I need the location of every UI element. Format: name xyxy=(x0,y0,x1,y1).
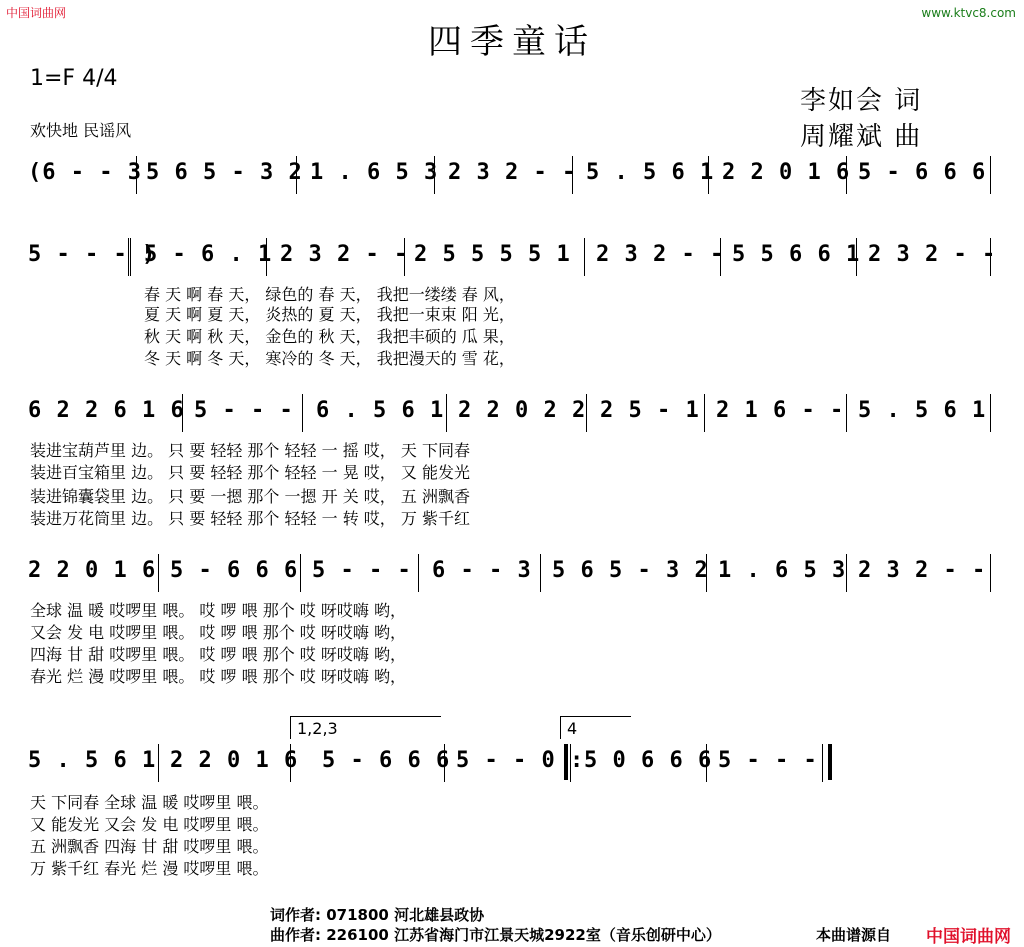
measure: 5 - 6 6 6 xyxy=(170,558,299,583)
footer-lyricist-address: 词作者: 071800 河北雄县政协 xyxy=(270,906,485,924)
measure: 5 6 5 - 3 2 xyxy=(552,558,709,583)
measure: 2 1 6 - - xyxy=(716,398,845,423)
measure: 5 - - 0 : xyxy=(456,748,585,773)
measure: 5 6 5 - 3 2 xyxy=(146,160,303,185)
lyric-line: 万 紫千红 春光 烂 漫 哎啰里 喂。 xyxy=(30,859,269,878)
score-system-1 xyxy=(0,156,1024,196)
song-title: 四季童话 xyxy=(428,22,596,62)
measure: 2 2 0 1 6 xyxy=(28,558,157,583)
composer-credit: 周耀斌 曲 xyxy=(800,122,923,152)
measure: 2 3 2 - - xyxy=(448,160,577,185)
measure: (6 - - 3 xyxy=(28,160,142,185)
lyric-line: 四海 甘 甜 哎啰里 喂。 哎 啰 喂 那个 哎 呀哎嗨 哟， xyxy=(30,645,406,664)
measure: 2 2 0 2 2 xyxy=(458,398,587,423)
measure: 2 3 2 - - xyxy=(858,558,987,583)
measure: 2 3 2 - - xyxy=(868,242,997,267)
source-site-logo: 中国词曲网 xyxy=(926,927,1011,947)
lyric-line: 装进百宝箱里 边。 只 要 轻轻 那个 轻轻 一 晃 哎， 又 能发光 xyxy=(30,463,470,482)
volta-bracket-1 xyxy=(290,716,441,739)
volta-bracket-2 xyxy=(560,716,631,739)
lyric-line: 天 下同春 全球 温 暖 哎啰里 喂。 xyxy=(30,793,269,812)
measure: 5 - 6 . 1 xyxy=(144,242,273,267)
lyric-line: 夏 天 啊 夏 天， 炎热的 夏 天， 我把一束束 阳 光， xyxy=(144,305,515,324)
measure: 5 - - - ) xyxy=(28,242,157,267)
measure: 1 . 6 5 3 xyxy=(718,558,847,583)
lyric-line: 秋 天 啊 秋 天， 金色的 秋 天， 我把丰硕的 瓜 果， xyxy=(144,327,515,346)
lyricist-credit: 李如会 词 xyxy=(800,86,923,116)
measure: 5 5 6 6 1 xyxy=(732,242,861,267)
measure: 5 - 6 6 6 xyxy=(322,748,451,773)
measure: 5 - 6 6 6 xyxy=(858,160,987,185)
score-system-5 xyxy=(0,744,1024,784)
measure: 2 3 2 - - xyxy=(280,242,409,267)
measure: 2 3 2 - - xyxy=(596,242,725,267)
lyric-line: 装进宝葫芦里 边。 只 要 轻轻 那个 轻轻 一 摇 哎， 天 下同春 xyxy=(30,441,470,460)
measure: 5 . 5 6 1 xyxy=(28,748,157,773)
measure: 1 . 6 5 3 xyxy=(310,160,439,185)
watermark-left: 中国词曲网 xyxy=(6,6,67,20)
lyric-line: 冬 天 啊 冬 天， 寒冷的 冬 天， 我把漫天的 雪 花， xyxy=(144,349,515,368)
score-system-2 xyxy=(0,238,1024,278)
measure: 6 - - 3 xyxy=(432,558,532,583)
measure: 6 2 2 6 1 6 xyxy=(28,398,185,423)
lyric-line: 全球 温 暖 哎啰里 喂。 哎 啰 喂 那个 哎 呀哎嗨 哟， xyxy=(30,601,406,620)
volta-2-label: 4 xyxy=(567,719,578,738)
tempo-marking: 欢快地 民谣风 xyxy=(30,121,132,140)
lyric-line: 春 天 啊 春 天， 绿色的 春 天， 我把一缕缕 春 风， xyxy=(144,285,515,304)
volta-1-label: 1,2,3 xyxy=(297,719,338,738)
measure: 2 5 - 1 xyxy=(600,398,700,423)
measure: 5 - - - xyxy=(194,398,294,423)
measure: 6 . 5 6 1 xyxy=(316,398,445,423)
lyric-line: 五 洲飘香 四海 甘 甜 哎啰里 喂。 xyxy=(30,837,269,856)
lyric-line: 又会 发 电 哎啰里 喂。 哎 啰 喂 那个 哎 呀哎嗨 哟， xyxy=(30,623,406,642)
score-system-3 xyxy=(0,394,1024,434)
measure: 2 2 0 1 6 xyxy=(170,748,299,773)
measure: 2 2 0 1 6 xyxy=(722,160,851,185)
lyric-line: 又 能发光 又会 发 电 哎啰里 喂。 xyxy=(30,815,269,834)
measure: 2 5 5 5 5 1 xyxy=(414,242,571,267)
key-signature: 1=F 4/4 xyxy=(30,66,118,91)
measure: 5 - - - xyxy=(312,558,412,583)
lyric-line: 装进万花筒里 边。 只 要 轻轻 那个 轻轻 一 转 哎， 万 紫千红 xyxy=(30,509,470,528)
score-system-4 xyxy=(0,554,1024,594)
lyric-line: 春光 烂 漫 哎啰里 喂。 哎 啰 喂 那个 哎 呀哎嗨 哟， xyxy=(30,667,406,686)
footer-composer-address: 曲作者: 226100 江苏省海门市江景天城2922室（音乐创研中心） xyxy=(270,926,721,944)
measure: 5 . 5 6 1 xyxy=(858,398,987,423)
source-label: 本曲谱源自 xyxy=(816,926,892,944)
measure: 5 - - - xyxy=(718,748,818,773)
watermark-right: www.ktvc8.com xyxy=(921,6,1016,20)
measure: 5 0 6 6 6 xyxy=(584,748,713,773)
lyric-line: 装进锦囊袋里 边。 只 要 一摁 那个 一摁 开 关 哎， 五 洲飘香 xyxy=(30,487,470,506)
measure: 5 . 5 6 1 xyxy=(586,160,715,185)
